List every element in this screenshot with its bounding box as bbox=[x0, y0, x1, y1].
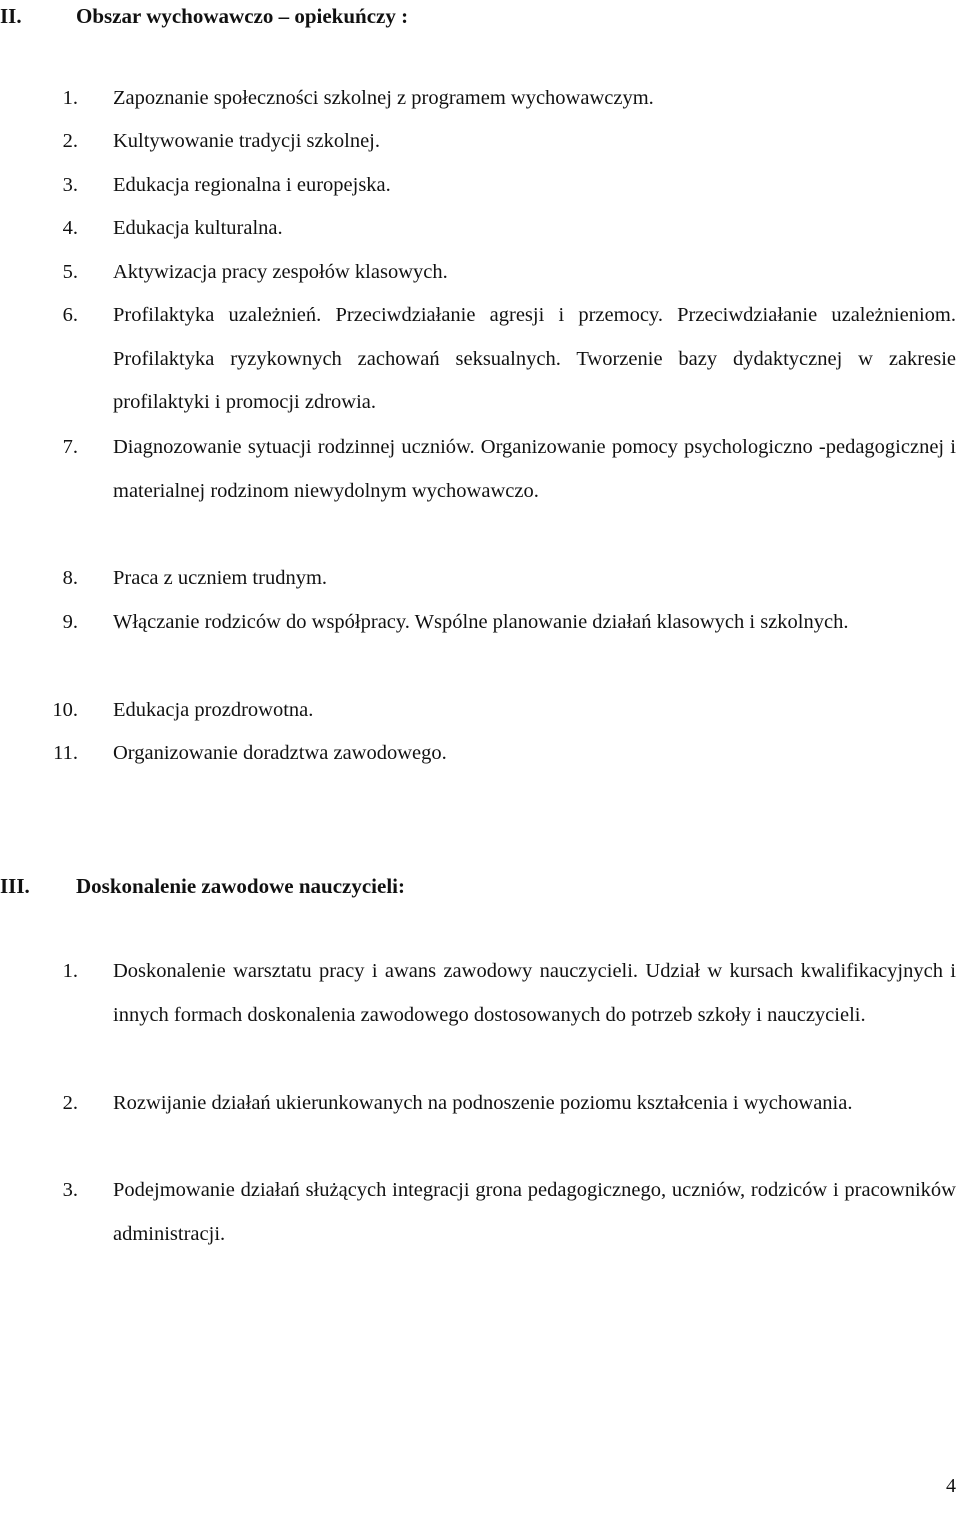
section-number: II. bbox=[0, 4, 22, 28]
list-item bbox=[0, 1169, 956, 1256]
list-item-number: 2. bbox=[62, 1092, 78, 1114]
list-item-number: 3. bbox=[62, 174, 78, 196]
list-item bbox=[0, 950, 956, 1037]
list-item bbox=[0, 294, 956, 425]
section-title: Doskonalenie zawodowe nauczycieli: bbox=[76, 874, 405, 898]
list-item-number: 7. bbox=[62, 436, 78, 458]
list-item-text: Aktywizacja pracy zespołów klasowych. bbox=[113, 261, 448, 283]
list-item-text: Edukacja regionalna i europejska. bbox=[113, 174, 391, 196]
list-item bbox=[0, 164, 956, 208]
list-item bbox=[0, 601, 956, 645]
list-item-text: Podejmowanie działań służących integracji grona pedagogicznego, uczniów, rodziców i pracowników administracji. bbox=[113, 1179, 956, 1245]
list-item-number: 6. bbox=[62, 304, 78, 326]
list-item-number: 1. bbox=[62, 960, 78, 982]
list-item-number: 8. bbox=[62, 567, 78, 589]
list-item-text: Organizowanie doradztwa zawodowego. bbox=[113, 742, 447, 764]
list-item-text: Włączanie rodziców do współpracy. Wspólne planowanie działań klasowych i szkolnych. bbox=[113, 611, 849, 633]
list-item-number: 4. bbox=[62, 217, 78, 239]
list-item-text: Profilaktyka uzależnień. Przeciwdziałanie agresji i przemocy. Przeciwdziałanie uzależnieniom. Profilaktyka ryzykownych zachowań seksualnych. Tworzenie bazy dydaktycznej w zakresie profilaktyki i promocji zdrowia. bbox=[113, 304, 956, 414]
list-item-text: Praca z uczniem trudnym. bbox=[113, 567, 328, 589]
list-item bbox=[0, 557, 956, 601]
list-item-text: Diagnozowanie sytuacji rodzinnej uczniów. Organizowanie pomocy psychologiczno -pedagogicznej i materialnej rodzinom niewydolnym wychowawczo. bbox=[113, 436, 956, 502]
page-number: 4 bbox=[946, 1475, 956, 1497]
list-item bbox=[0, 120, 956, 164]
list-item bbox=[0, 207, 956, 251]
list-item-number: 10. bbox=[52, 699, 78, 721]
list-item bbox=[0, 251, 956, 295]
list-item bbox=[0, 689, 956, 733]
list-item-text: Kultywowanie tradycji szkolnej. bbox=[113, 130, 381, 152]
list-item-number: 11. bbox=[53, 742, 78, 764]
list-item-number: 3. bbox=[62, 1179, 78, 1201]
list-item bbox=[0, 426, 956, 513]
list-item bbox=[0, 1082, 956, 1126]
list-item-text: Doskonalenie warsztatu pracy i awans zawodowy nauczycieli. Udział w kursach kwalifikacyjnych i innych formach doskonalenia zawodowego dostosowanych do potrzeb szkoły i nauczycieli. bbox=[113, 960, 956, 1026]
list-item-number: 9. bbox=[62, 611, 78, 633]
list-item-text: Edukacja prozdrowotna. bbox=[113, 699, 314, 721]
list-item-text: Rozwijanie działań ukierunkowanych na podnoszenie poziomu kształcenia i wychowania. bbox=[113, 1092, 853, 1114]
list-item bbox=[0, 77, 956, 121]
list-item-text: Edukacja kulturalna. bbox=[113, 217, 283, 239]
list-item-number: 5. bbox=[62, 261, 78, 283]
list-item-number: 2. bbox=[62, 130, 78, 152]
section-number: III. bbox=[0, 874, 30, 898]
list-item bbox=[0, 732, 956, 776]
list-item-text: Zapoznanie społeczności szkolnej z programem wychowawczym. bbox=[113, 87, 654, 109]
list-item-number: 1. bbox=[62, 87, 78, 109]
section-title: Obszar wychowawczo – opiekuńczy : bbox=[76, 4, 409, 28]
